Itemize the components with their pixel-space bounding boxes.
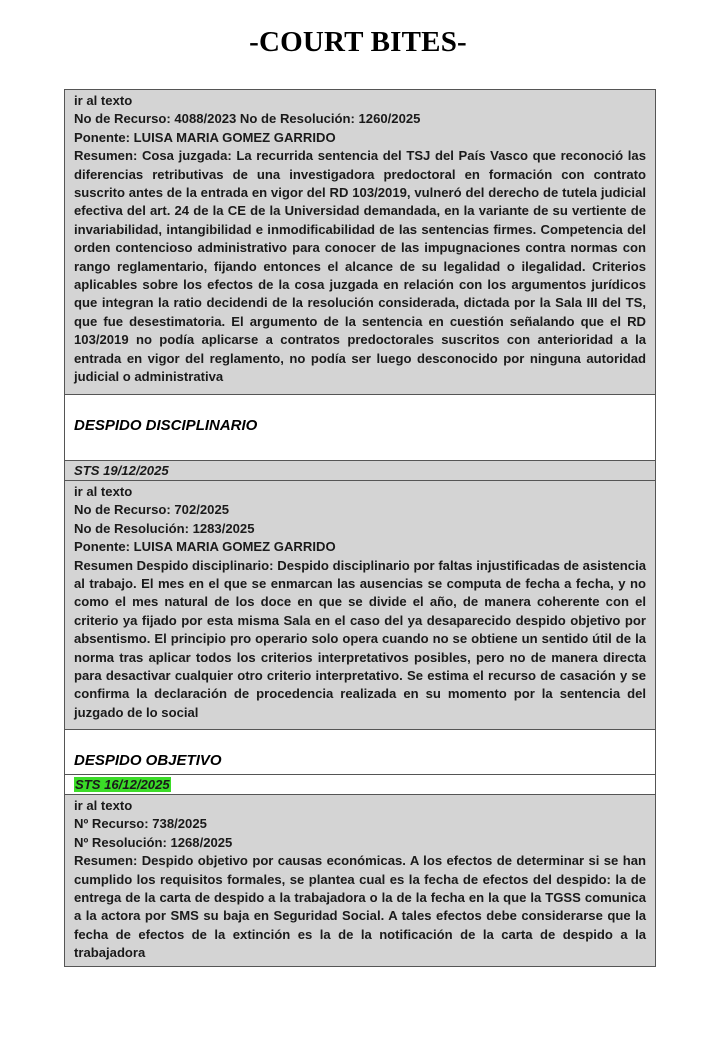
read-text-link[interactable]: ir al texto <box>74 798 133 813</box>
recurso-resolucion: No de Recurso: 4088/2023 No de Resolución: 1260/2025 <box>74 111 421 127</box>
sts-date-row <box>65 461 655 481</box>
sts-date-highlighted: STS 16/12/2025 <box>75 777 170 792</box>
ponente: Ponente: LUISA MARIA GOMEZ GARRIDO <box>74 129 336 145</box>
ponente: Ponente: LUISA MARIA GOMEZ GARRIDO <box>74 539 336 555</box>
case-table <box>64 89 656 967</box>
read-text-link[interactable]: ir al texto <box>74 93 133 108</box>
case-entry-1 <box>65 90 655 395</box>
resumen: Resumen Despido disciplinario: Despido disciplinario por faltas injustificadas de asistencia al trabajo. El mes en el que se enmarcan las ausencias se computa de fecha a fecha, y no como el mes natural de los doce en que se divide el año, de manera coherente con el criterio ya fijado por esta misma Sala en el caso del ya desaparecido despido objetivo por absentismo. El principio pro operario solo opera cuando no se obtiene un sentido útil de la norma tras aplicar todos los criterios interpretativos posibles, pero no de manera directa para desactivar cualquier otro criterio interpretativo. Se estima el recurso de casación y se confirma la declaración de procedencia realizada en su momento por la sentencia del juzgado de lo social <box>74 557 646 720</box>
read-text-link[interactable]: ir al texto <box>74 484 133 499</box>
resolucion: No de Resolución: 1283/2025 <box>74 520 255 536</box>
section-heading-disciplinario: DESPIDO DISCIPLINARIO <box>65 395 655 461</box>
case-entry-2 <box>65 481 655 730</box>
case-entry-3 <box>65 795 655 967</box>
section-heading-objetivo: DESPIDO OBJETIVO <box>65 730 655 775</box>
recurso: Nº Recurso: 738/2025 <box>74 816 207 832</box>
resumen: Resumen: Despido objetivo por causas económicas. A los efectos de determinar si se han cumplido los requisitos formales, se plantea cual es la fecha de efectos del despido: la de entrega de la carta de despido a la trabajadora o la de la fecha en la que la TGSS comunica a la actora por SMS su baja en Seguridad Social. A tales efectos debe considerarse que la fecha de efectos de la extinción es la de la notificación de la carta de despido a la trabajadora <box>74 853 646 961</box>
resolucion: Nº Resolución: 1268/2025 <box>74 834 233 850</box>
page-title: -COURT BITES- <box>249 26 467 58</box>
sts-date: STS 19/12/2025 <box>74 463 169 478</box>
resumen: Resumen: Cosa juzgada: La recurrida sentencia del TSJ del País Vasco que reconoció las diferencias retributivas de una investigadora predoctoral en formación con contrato suscrito antes de la entrada en vigor del RD 103/2019, vulneró del derecho de tutela judicial efectiva del art. 24 de la CE de la Universidad demandada, en la variante de su vertiente de invariabilidad, intangibilidad e inmodificabilidad de las sentencias firmes. Competencia del orden contencioso administrativo para conocer de las impugnaciones contra normas con rango reglamentario, fijando entonces el alcance de su legalidad o ilegalidad. Criterios aplicables sobre los efectos de la cosa juzgada en relación con los argumentos jurídicos que integran la ratio decidendi de la resolución considerada, dictada por la Sala III del TS, que fue desestimatoria. El argumento de la sentencia en cuestión señalando que el RD 103/2019 no podía aplicarse a contratos predoctorales suscritos con anterioridad a la entrada en vigor del reglamento, no podía ser luego desconocido por ninguna autoridad judicial o administrativa <box>74 148 646 385</box>
recurso: No de Recurso: 702/2025 <box>74 502 230 518</box>
sts-date-row <box>65 775 655 795</box>
